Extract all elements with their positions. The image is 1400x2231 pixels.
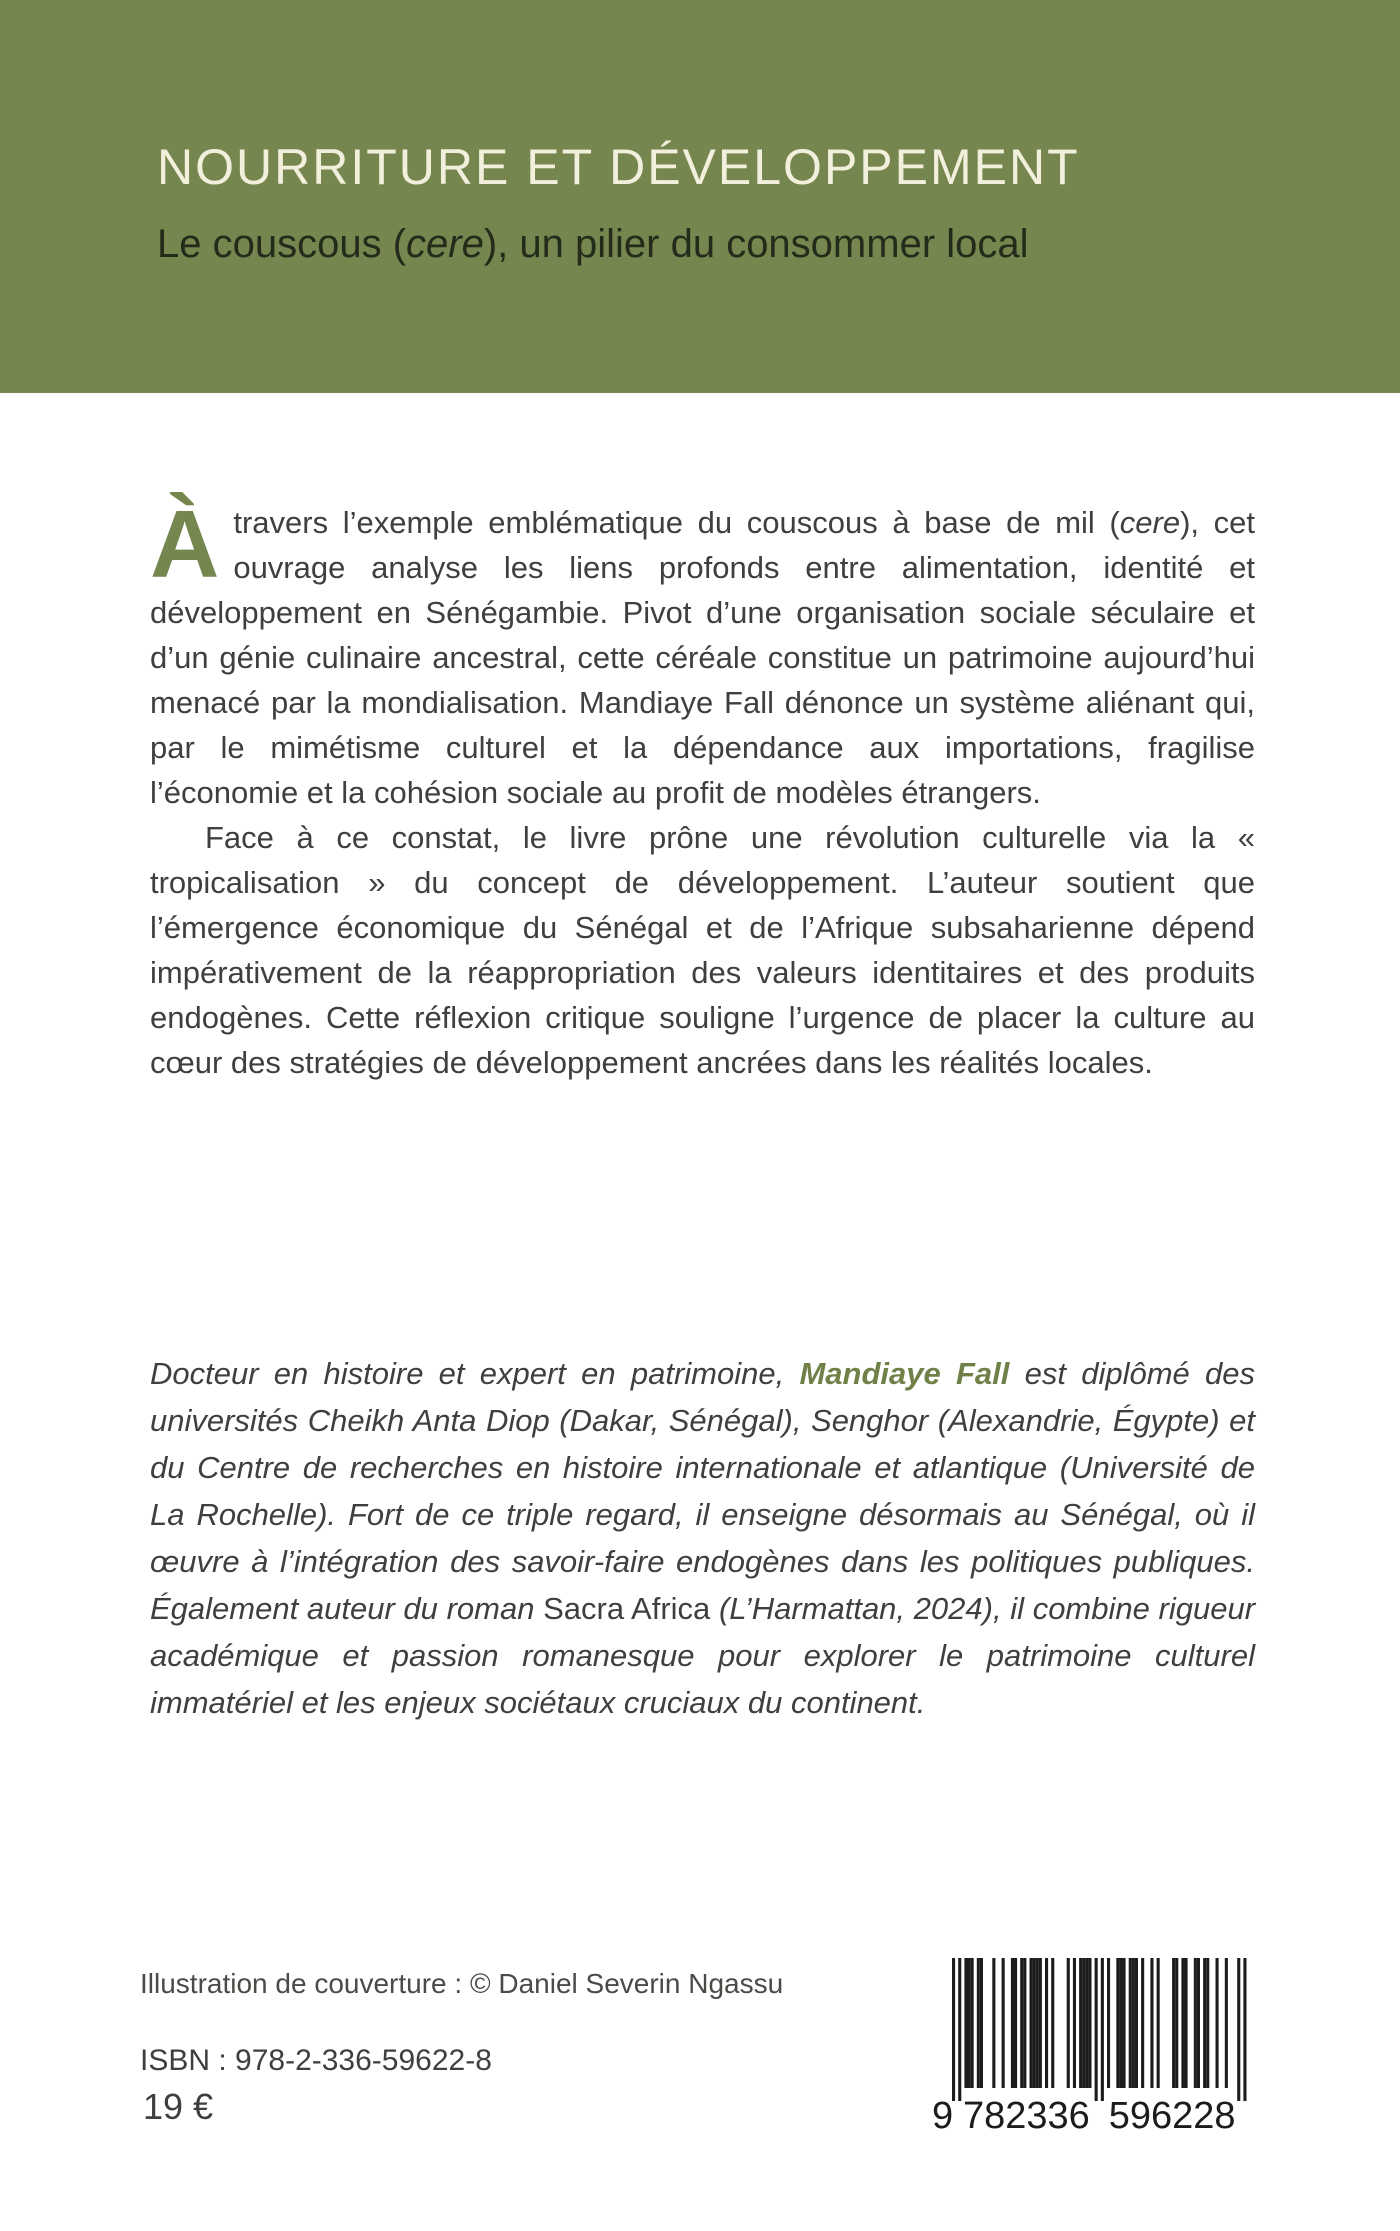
author-name: Mandiaye Fall: [799, 1356, 1010, 1391]
subtitle-prefix: Le couscous (: [157, 222, 407, 266]
svg-text:9: 9: [932, 2095, 954, 2137]
bio-part1: Docteur en histoire et expert en patrimoine,: [150, 1356, 800, 1391]
book-title: NOURRITURE ET DÉVELOPPEMENT: [157, 139, 1080, 195]
isbn-text: ISBN : 978-2-336-59622-8: [140, 2044, 492, 2077]
svg-text:782336: 782336: [962, 2095, 1090, 2137]
bio-part2: est diplômé des universités Cheikh Anta Diop (Dakar, Sénégal), Senghor (Alexandrie, Égypte) et du Centre de recherches en histoire internationale et atlantique (Université de La Rochelle). Fort de ce triple regard, il enseigne désormais au Sénégal, où il œuvre à l’intégration des savoir-faire endogènes dans les politiques publiques. Également auteur du roman: [150, 1356, 1255, 1626]
cover-illustration-credit: Illustration de couverture : © Daniel Severin Ngassu: [140, 1968, 784, 1999]
barcode-image: [930, 1958, 1260, 2138]
synopsis-p1-part1: travers l’exemple emblématique du couscous à base de mil (: [233, 505, 1120, 540]
synopsis-paragraph-1: [150, 491, 1256, 815]
header-band: [0, 0, 1400, 393]
price-text: 19 €: [143, 2086, 214, 2127]
book-subtitle: [157, 222, 1029, 267]
synopsis: [150, 491, 1256, 1085]
synopsis-p1-part2: ), cet ouvrage analyse les liens profonds entre alimentation, identité et développement en Sénégambie. Pivot d’une organisation sociale séculaire et d’un génie culinaire ancestral, cette céréale constitue un patrimoine aujourd’hui menacé par la mondialisation. Mandiaye Fall dénonce un système aliénant qui, par le mimétisme culturel et la dépendance aux importations, fragilise l’économie et la cohésion sociale au profit de modèles étrangers.: [150, 505, 1256, 810]
bio-part3: (L’Harmattan, 2024), il combine rigueur académique et passion romanesque pour explorer le patrimoine culturel immatériel et les enjeux sociétaux cruciaux du continent.: [150, 1591, 1256, 1720]
novel-title: Sacra Africa: [543, 1591, 711, 1626]
ean13-barcode: [930, 1958, 1260, 2138]
subtitle-italic-word: cere: [406, 222, 484, 266]
synopsis-p1-italic-word: cere: [1119, 505, 1181, 540]
author-bio: [150, 1350, 1255, 1726]
svg-text:596228: 596228: [1108, 2095, 1236, 2137]
subtitle-suffix: ), un pilier du consommer local: [483, 222, 1029, 266]
dropcap-letter: À: [150, 491, 220, 598]
synopsis-paragraph-2: Face à ce constat, le livre prône une révolution culturelle via la « tropicalisation » du concept de développement. L’auteur soutient que l’émergence économique du Sénégal et de l’Afrique subsaharienne dépend impérativement de la réappropriation des valeurs identitaires et des produits endogènes. Cette réflexion critique souligne l’urgence de placer la culture au cœur des stratégies de développement ancrées dans les réalités locales.: [150, 820, 1255, 1080]
